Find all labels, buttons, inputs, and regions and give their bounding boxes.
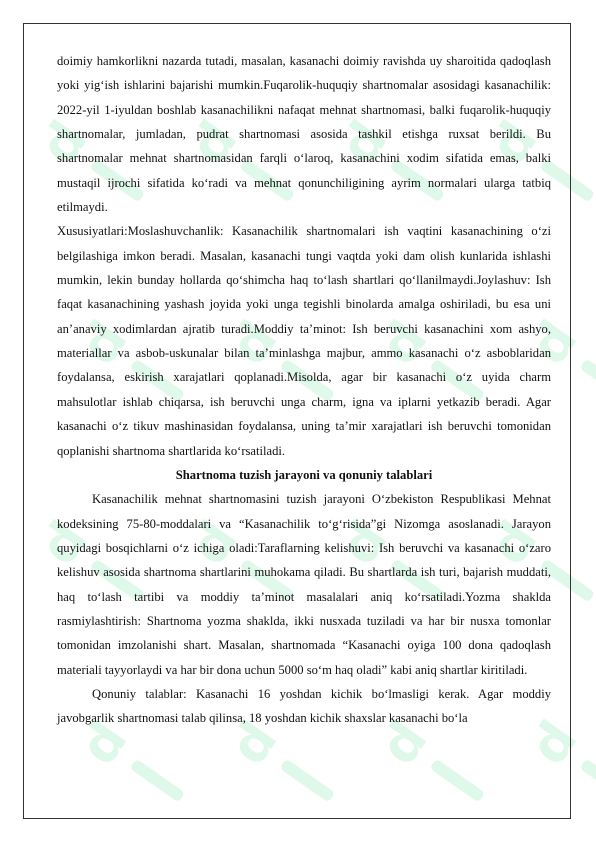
svg-text:d: d: [478, 510, 550, 576]
svg-text:d: d: [478, 110, 550, 176]
svg-text:d: d: [178, 510, 250, 576]
svg-text:d: d: [178, 110, 250, 176]
document-body: [57, 49, 551, 731]
paragraph-home-work-contracts: doimiy hamkorlikni nazarda tutadi, masalan, kasanachi doimiy ravishda uy sharoitida qadoqlash yoki yig‘ish ishlarini bajarishi mumkin.Fuqarolik-huquqiy shartnomalar asosidagi kasanachilik: 2022-yil 1-iyuldan boshlab kasanachilikni nafaqat mehnat shartnomasi, balki fuqarolik-huquqiy shartnomalar, jumladan, pudrat shartnomasi asosida tashkil etishga ruxsat berildi. Bu shartnomalar mehnat shartnomasidan farqli o‘laroq, kasanachini xodim sifatida emas, balki mustaqil ijrochi sifatida ko‘radi va mehnat qonunchiligining ayrim normalari ularga tatbiq etilmaydi.: [57, 54, 551, 215]
paragraph-legal-requirements: Qonuniy talablar: Kasanachi 16 yoshdan kichik bo‘lmasligi kerak. Agar moddiy javobgarlik shartnomasi talab qilinsa, 18 yoshdan kichik shaxslar kasanachi bo‘la: [57, 686, 551, 726]
svg-text:d: d: [518, 310, 590, 376]
svg-text:d: d: [368, 310, 440, 376]
section-heading: Shartnoma tuzish jarayoni va qonuniy talablari: [175, 467, 433, 482]
paragraph-contract-process: Kasanachilik mehnat shartnomasini tuzish jarayoni O‘zbekiston Respublikasi Mehnat kodeksining 75-80-moddalari va “Kasanachilik to‘g‘risida”gi Nizomga asoslanadi. Jarayon quyidagi bosqichlarni o‘z ichiga oladi:Taraflarning kelishuvi: Ish beruvchi va kasanachi o‘zaro kelishuv asosida shartnoma shartlarini muhokama qiladi. Bu shartlarda ish turi, bajarish muddati, haq to‘lash tartibi va moddiy ta’minot masalalari aniq ko‘rsatiladi.Yozma shaklda rasmiylashtirish: Shartnoma yozma shaklda, ikki nusxada tuziladi va har bir nusxa tomonlar tomonidan imzolanishi shart. Masalan, shartnomada “Kasanachi oyiga 100 dona qadoqlash materiali tayyorlaydi va har bir dona uchun 5000 so‘m haq oladi” kabi aniq shartlar kiritiladi.: [57, 492, 551, 677]
svg-text:d: d: [218, 710, 290, 776]
paragraph-features: Xususiyatlari:Moslashuvchanlik: Kasanachilik shartnomalari ish vaqtini kasanachining o‘zi belgilashiga imkon beradi. Masalan, kasanachi tungi vaqtda yoki dam olish kunlarida ishlashi mumkin, lekin bunday hollarda qo‘shimcha haq to‘lash shartlari qo‘llanilmaydi.Joylashuv: Ish faqat kasanachining yashash joyida yoki unga tegishli binolarda amalga oshiriladi, bu esa uni an’anaviy xodimlardan ajratib turadi.Moddiy ta’minot: Ish beruvchi kasanachini xom ashyo, materiallar va asbob-uskunalar bilan ta’minlashga majbur, ammo kasanachi o‘z asboblaridan foydalansa, eskirish xarajatlari qoplanadi.Misolda, agar bir kasanachi o‘z uyida charm mahsulotlar ishlab chiqarsa, ish beruvchi unga charm, igna va iplarni yetkazib beradi. Agar kasanachi o‘z tikuv mashinasidan foydalansa, uning ta’mir xarajatlari ish beruvchi tomonidan qoplanishi shartnoma shartlarida ko‘rsatiladi.: [57, 224, 551, 458]
svg-text:d: d: [68, 710, 140, 776]
svg-text:d: d: [518, 710, 590, 776]
svg-text:d: d: [68, 310, 140, 376]
svg-text:d: d: [218, 310, 290, 376]
svg-text:d: d: [28, 510, 100, 576]
svg-text:d: d: [28, 110, 100, 176]
svg-text:d: d: [368, 710, 440, 776]
svg-text:d: d: [328, 510, 400, 576]
svg-text:d: d: [328, 110, 400, 176]
